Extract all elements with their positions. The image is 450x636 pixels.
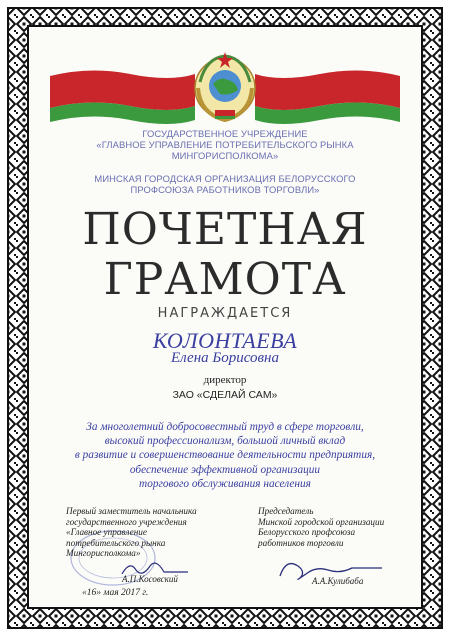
left-line5: Мингорисполкома» <box>66 548 141 558</box>
issue-date: «16» мая 2017 г. <box>82 588 149 598</box>
right-line2: Минской городской организации <box>258 516 385 527</box>
merit-line1: За многолетний добросовестный труд в сфере торговли, <box>86 421 364 433</box>
certificate-body <box>30 28 420 606</box>
signatory-left-title <box>66 506 216 559</box>
awarded-label: НАГРАЖДАЕТСЯ <box>157 306 293 321</box>
left-line2: государственного учреждения <box>66 516 187 527</box>
signatory-left-name: А.П.Косовский <box>122 574 178 584</box>
left-line3: «Главное управление <box>66 527 147 537</box>
recipient-position: директор <box>203 374 247 386</box>
flag-and-emblem <box>30 44 420 134</box>
left-line1: Первый заместитель начальника <box>66 506 197 516</box>
merit-line3: в развитие и совершенствование деятельности предприятия, <box>74 449 376 462</box>
merit-text <box>60 420 390 491</box>
org1-line2: «ГЛАВНОЕ УПРАВЛЕНИЕ ПОТРЕБИТЕЛЬСКОГО РЫНКА <box>96 139 354 150</box>
merit-line5: торгового обслуживания населения <box>139 477 311 490</box>
org2-line2: ПРОФСОЮЗА РАБОТНИКОВ ТОРГОВЛИ» <box>130 184 320 195</box>
recipient-name: Елена Борисовна <box>170 350 279 366</box>
signatory-right-name: А.А.Кулибаба <box>312 576 364 586</box>
right-line1: Председатель <box>258 506 314 516</box>
title-line-1: ПОЧЕТНАЯ <box>82 204 368 255</box>
left-line4: потребительского рынка <box>66 537 166 548</box>
emblem-icon <box>195 52 255 120</box>
right-line3: Белорусского профсоюза <box>258 527 356 537</box>
recipient-surname: КОЛОНТАЕВА <box>152 328 298 353</box>
recipient-company: ЗАО «СДЕЛАЙ САМ» <box>172 389 278 401</box>
merit-line2: высокий профессионализм, большой личный вклад <box>104 435 346 448</box>
organization-2 <box>30 173 420 195</box>
right-line4: работников торговли <box>258 537 344 548</box>
merit-line4: обеспечение эффективной организации <box>129 463 321 476</box>
title-line-2: ГРАМОТА <box>103 254 347 305</box>
organization-1 <box>30 128 420 161</box>
org2-line1: МИНСКАЯ ГОРОДСКАЯ ОРГАНИЗАЦИЯ БЕЛОРУССКОГО <box>94 173 356 184</box>
org1-line3: МИНГОРИСПОЛКОМА» <box>171 150 279 161</box>
signatory-right-title <box>258 506 408 548</box>
org1-line1: ГОСУДАРСТВЕННОЕ УЧРЕЖДЕНИЕ <box>142 128 308 139</box>
